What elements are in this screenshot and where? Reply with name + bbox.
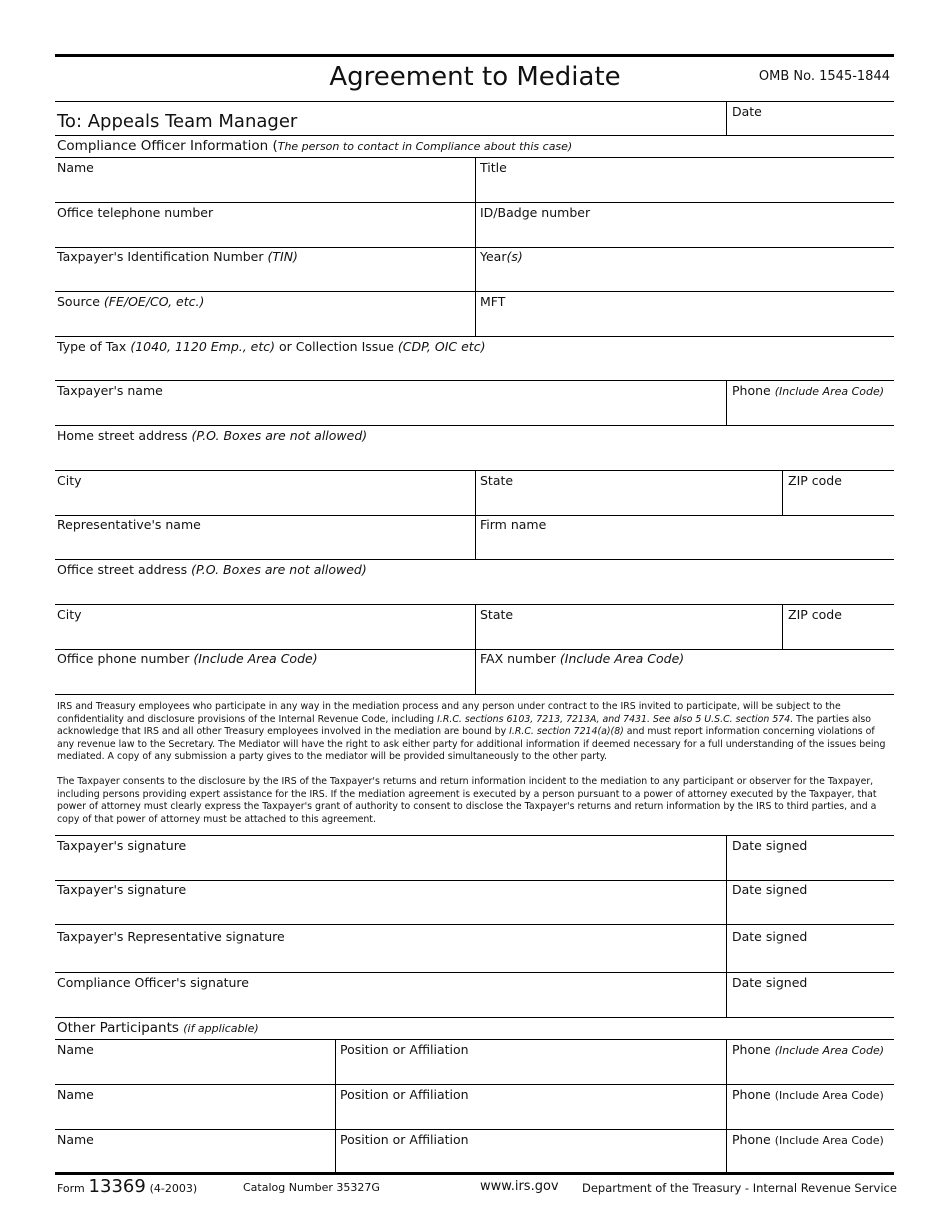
top-rule — [55, 54, 894, 57]
form-number: Form 13369 (4-2003) — [57, 1176, 198, 1197]
participant-position-label: Position or Affiliation — [340, 1042, 469, 1057]
rule — [55, 1039, 894, 1040]
source-label: Source (FE/OE/CO, etc.) — [57, 294, 205, 309]
date-signed-label: Date signed — [732, 838, 808, 853]
officer-signature-field[interactable] — [57, 991, 724, 1015]
participant-position-field[interactable] — [338, 1103, 724, 1127]
divider — [782, 604, 783, 649]
rule — [55, 1017, 894, 1018]
date-signed-field[interactable] — [729, 854, 892, 878]
taxpayer-signature-label: Taxpayer's signature — [57, 838, 187, 853]
representative-name-label: Representative's name — [57, 517, 201, 532]
addressee-line: To: Appeals Team Manager — [57, 111, 298, 132]
office-phone-label: Office phone number (Include Area Code) — [57, 651, 318, 666]
tin-field[interactable] — [57, 265, 473, 289]
badge-number-label: ID/Badge number — [480, 205, 591, 220]
rule — [55, 247, 894, 248]
home-address-field[interactable] — [57, 444, 892, 468]
date-signed-label: Date signed — [732, 975, 808, 990]
fax-label: FAX number (Include Area Code) — [480, 651, 685, 666]
bottom-rule — [55, 1172, 894, 1175]
rule — [55, 1084, 894, 1085]
rule — [55, 835, 894, 836]
taxpayer-phone-field[interactable] — [729, 399, 892, 423]
home-address-label: Home street address (P.O. Boxes are not allowed) — [57, 428, 368, 443]
form-title: Agreement to Mediate — [329, 62, 621, 92]
participant-position-field[interactable] — [338, 1058, 724, 1082]
office-telephone-label: Office telephone number — [57, 205, 214, 220]
participant-phone-field[interactable] — [729, 1148, 892, 1170]
source-field[interactable] — [57, 310, 473, 334]
rule — [55, 924, 894, 925]
rule — [55, 101, 894, 102]
participant-name-label: Name — [57, 1132, 94, 1147]
taxpayer-phone-label: Phone (Include Area Code) — [732, 383, 885, 398]
taxpayer-name-field[interactable] — [57, 399, 724, 423]
divider — [782, 470, 783, 515]
taxpayer-state-field[interactable] — [478, 489, 780, 513]
representative-zip-label: ZIP code — [788, 607, 842, 622]
date-signed-label: Date signed — [732, 882, 808, 897]
date-signed-field[interactable] — [729, 898, 892, 922]
participant-position-label: Position or Affiliation — [340, 1132, 469, 1147]
representative-city-field[interactable] — [57, 623, 473, 647]
badge-number-field[interactable] — [478, 221, 892, 245]
rule — [55, 336, 894, 337]
participant-phone-field[interactable] — [729, 1058, 892, 1082]
participant-phone-field[interactable] — [729, 1103, 892, 1127]
type-of-tax-field[interactable] — [57, 355, 892, 379]
participant-name-field[interactable] — [57, 1058, 333, 1082]
representative-signature-label: Taxpayer's Representative signature — [57, 929, 285, 944]
rule — [55, 880, 894, 881]
divider — [726, 835, 727, 1017]
participant-phone-label: Phone (Include Area Code) — [732, 1132, 884, 1147]
taxpayer-name-label: Taxpayer's name — [57, 383, 163, 398]
participant-position-field[interactable] — [338, 1148, 724, 1170]
date-signed-label: Date signed — [732, 929, 808, 944]
rule — [55, 1129, 894, 1130]
participant-name-label: Name — [57, 1042, 94, 1057]
year-field[interactable] — [478, 265, 892, 289]
rule — [55, 425, 894, 426]
rule — [55, 972, 894, 973]
rule — [55, 694, 894, 695]
taxpayer-city-field[interactable] — [57, 489, 473, 513]
representative-name-field[interactable] — [57, 533, 473, 557]
taxpayer-signature-2-field[interactable] — [57, 898, 724, 922]
participant-position-label: Position or Affiliation — [340, 1087, 469, 1102]
rule — [55, 559, 894, 560]
representative-state-label: State — [480, 607, 514, 622]
participant-name-field[interactable] — [57, 1103, 333, 1127]
taxpayer-zip-label: ZIP code — [788, 473, 842, 488]
omb-number: OMB No. 1545-1844 — [758, 69, 890, 84]
officer-title-field[interactable] — [478, 176, 892, 200]
rule — [55, 291, 894, 292]
taxpayer-signature-label: Taxpayer's signature — [57, 882, 187, 897]
date-signed-field[interactable] — [729, 991, 892, 1015]
taxpayer-zip-field[interactable] — [785, 489, 892, 513]
disclosure-paragraph-1: IRS and Treasury employees who participate in any way in the mediation process and any person under contract to the IRS invited to participate, will be subject to the confidentiality and disclosure provisions of the Internal Revenue Code, including I.R.C. sections 6103, 7213, 7213A, and 7431. See also 5 U.S.C. section 574. The parties also acknowledge that IRS and all other Treasury employees involved in the mediation are bound by I.R.C. section 7214(a)(8) and must report information concerning violations of any revenue law to the Secretary. The Mediator will have the right to ask either party for additional information if deemed necessary for a full understanding of the issues being mediated. A copy of any submission a party gives to the mediator will be provided simultaneously to the other party. — [57, 701, 886, 763]
participant-phone-label: Phone (Include Area Code) — [732, 1087, 884, 1102]
participant-phone-label: Phone (Include Area Code) — [732, 1042, 885, 1057]
office-address-field[interactable] — [57, 578, 892, 602]
participant-name-label: Name — [57, 1087, 94, 1102]
rule — [55, 135, 894, 136]
taxpayer-state-label: State — [480, 473, 514, 488]
representative-state-field[interactable] — [478, 623, 780, 647]
taxpayer-signature-field[interactable] — [57, 854, 724, 878]
divider — [726, 380, 727, 425]
year-label: Year(s) — [480, 249, 523, 264]
catalog-number: Catalog Number 35327G — [243, 1181, 380, 1194]
date-field[interactable] — [727, 119, 893, 134]
divider — [726, 1039, 727, 1172]
department-name: Department of the Treasury - Internal Revenue Service — [582, 1181, 897, 1195]
tin-label: Taxpayer's Identification Number (TIN) — [57, 249, 298, 264]
divider — [475, 604, 476, 649]
taxpayer-city-label: City — [57, 473, 82, 488]
mft-label: MFT — [480, 294, 506, 309]
type-of-tax-label: Type of Tax (1040, 1120 Emp., etc) or Collection Issue (CDP, OIC etc) — [57, 339, 486, 354]
firm-name-label: Firm name — [480, 517, 547, 532]
website-link[interactable]: www.irs.gov — [480, 1179, 559, 1194]
representative-signature-field[interactable] — [57, 945, 724, 969]
date-signed-field[interactable] — [729, 945, 892, 969]
representative-zip-field[interactable] — [785, 623, 892, 647]
officer-name-field[interactable] — [57, 176, 473, 200]
compliance-heading: Compliance Officer Information (The person to contact in Compliance about this case) — [57, 138, 573, 154]
date-label: Date — [732, 104, 762, 119]
mft-field[interactable] — [478, 310, 892, 334]
participants-heading: Other Participants (if applicable) — [57, 1020, 259, 1036]
officer-name-label: Name — [57, 160, 94, 175]
office-telephone-field[interactable] — [57, 221, 473, 245]
rule — [55, 380, 894, 381]
disclosure-paragraph-2: The Taxpayer consents to the disclosure by the IRS of the Taxpayer's returns and return information incident to the mediation to any participant or observer for the Taxpayer, including persons providing expert assistance for the IRS. If the mediation agreement is executed by a person pursuant to a power of attorney executed by the Taxpayer, that power of attorney must clearly express the Taxpayer's grant of authority to consent to disclose the Taxpayer's returns and return information by the IRS to third parties, and a copy of that power of attorney must be attached to this agreement. — [57, 776, 877, 825]
firm-name-field[interactable] — [478, 533, 892, 557]
officer-signature-label: Compliance Officer's signature — [57, 975, 249, 990]
participant-name-field[interactable] — [57, 1148, 333, 1170]
rule — [55, 202, 894, 203]
divider — [335, 1039, 336, 1172]
divider — [475, 470, 476, 515]
divider — [475, 515, 476, 559]
officer-title-label: Title — [480, 160, 507, 175]
divider — [475, 649, 476, 694]
office-phone-field[interactable] — [57, 667, 473, 691]
office-address-label: Office street address (P.O. Boxes are not allowed) — [57, 562, 367, 577]
representative-city-label: City — [57, 607, 82, 622]
fax-field[interactable] — [478, 667, 892, 691]
